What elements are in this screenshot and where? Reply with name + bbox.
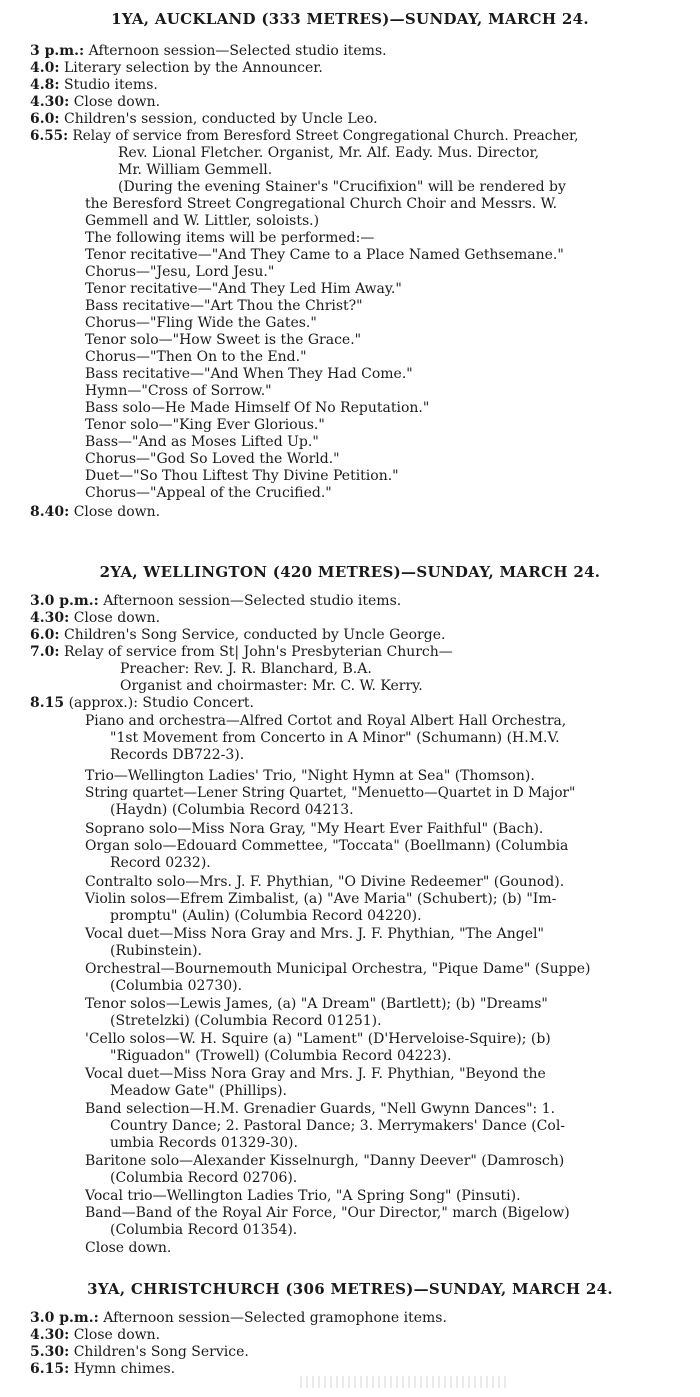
schedule-entry: 3.0 p.m.: Afternoon session—Selected gramophone items. [30,1310,447,1326]
programme-item: Tenor solo—"How Sweet is the Grace." [85,332,362,348]
programme-item: Hymn—"Cross of Sorrow." [85,383,272,399]
concert-item: Band selection—H.M. Grenadier Guards, "Nell Gwynn Dances": 1. [85,1101,556,1117]
concert-item: Orchestral—Bournemouth Municipal Orchestra, "Pique Dame" (Suppe) [85,961,591,977]
schedule-entry: 4.30: Close down. [30,1327,161,1343]
concert-item: Baritone solo—Alexander Kisselnurgh, "Danny Deever" (Damrosch) [85,1153,565,1169]
concert-item-continuation: (Columbia Record 01354). [110,1222,298,1238]
concert-item: Soprano solo—Miss Nora Gray, "My Heart Ever Faithful" (Bach). [85,821,544,837]
concert-item: Vocal duet—Miss Nora Gray and Mrs. J. F. Phythian, "The Angel" [85,926,544,942]
section-heading-1ya: 1YA, AUCKLAND (333 METRES)—SUNDAY, MARCH 24. [111,10,589,28]
concert-item-continuation: (Stretelzki) (Columbia Record 01251). [110,1013,382,1029]
concert-item-continuation: Records DB722-3). [110,747,245,763]
concert-item: Trio—Wellington Ladies' Trio, "Night Hymn at Sea" (Thomson). [85,768,535,784]
schedule-entry: 4.30: Close down. [30,610,161,626]
concert-item: String quartet—Lener String Quartet, "Menuetto—Quartet in D Major" [85,785,576,801]
section-heading-2ya: 2YA, WELLINGTON (420 METRES)—SUNDAY, MARCH 24. [99,563,601,581]
concert-item-continuation: (Columbia Record 02706). [110,1170,298,1186]
concert-item-continuation: Record 0232). [110,855,211,871]
schedule-entry: 8.40: Close down. [30,504,161,520]
programme-item: Bass solo—He Made Himself Of No Reputation." [85,400,430,416]
concert-item: Tenor solos—Lewis James, (a) "A Dream" (Bartlett); (b) "Dreams" [85,996,548,1012]
concert-item: Contralto solo—Mrs. J. F. Phythian, "O Divine Redeemer" (Gounod). [85,874,565,890]
programme-item: Chorus—"God So Loved the World." [85,451,340,467]
concert-item-continuation: promptu" (Aulin) (Columbia Record 04220). [110,908,422,924]
programme-item: Bass recitative—"And When They Had Come." [85,366,413,382]
concert-close: Close down. [85,1240,172,1256]
schedule-entry: 8.15 (approx.): Studio Concert. [30,695,254,711]
schedule-entry: 3.0 p.m.: Afternoon session—Selected studio items. [30,593,402,609]
programme-item: Chorus—"Appeal of the Crucified." [85,485,332,501]
concert-item-continuation: "Riguadon" (Trowell) (Columbia Record 04223). [110,1048,452,1064]
schedule-entry: 6.0: Children's Song Service, conducted by Uncle George. [30,627,446,643]
programme-item: Chorus—"Fling Wide the Gates." [85,315,317,331]
entry-continuation: Preacher: Rev. J. R. Blanchard, B.A. [120,661,372,677]
entry-continuation: Organist and choirmaster: Mr. C. W. Kerry. [120,678,423,694]
concert-item: Vocal duet—Miss Nora Gray and Mrs. J. F. Phythian, "Beyond the [85,1066,546,1082]
schedule-entry: 6.55: Relay of service from Beresford Street Congregational Church. Preacher, [30,128,579,144]
schedule-entry: 7.0: Relay of service from St| John's Presbyterian Church— [30,644,453,660]
programme-item: Chorus—"Then On to the End." [85,349,307,365]
programme-item: Bass—"And as Moses Lifted Up." [85,434,319,450]
schedule-entry: 6.0: Children's session, conducted by Uncle Leo. [30,111,378,127]
schedule-entry: 3 p.m.: Afternoon session—Selected studio items. [30,43,387,59]
entry-continuation: Gemmell and W. Littler, soloists.) [85,213,320,229]
programme-item: Bass recitative—"Art Thou the Christ?" [85,298,363,314]
concert-item-continuation: (Columbia 02730). [110,978,243,994]
concert-item-continuation: (Rubinstein). [110,943,202,959]
concert-item-continuation: "1st Movement from Concerto in A Minor" (Schumann) (H.M.V. [110,730,560,746]
schedule-entry: 4.8: Studio items. [30,77,158,93]
concert-item: Piano and orchestra—Alfred Cortot and Royal Albert Hall Orchestra, [85,713,567,729]
entry-continuation: (During the evening Stainer's "Crucifixion" will be rendered by [118,179,566,195]
entry-continuation: Rev. Lional Fletcher. Organist, Mr. Alf. Eady. Mus. Director, [118,145,540,161]
concert-item-continuation: umbia Records 01329-30). [110,1135,298,1151]
programme-item: Duet—"So Thou Liftest Thy Divine Petition." [85,468,399,484]
schedule-entry: 6.15: Hymn chimes. [30,1361,176,1377]
concert-item: Vocal trio—Wellington Ladies Trio, "A Spring Song" (Pinsuti). [85,1188,521,1204]
programme-item: Tenor recitative—"And They Came to a Place Named Gethsemane." [85,247,564,263]
concert-item: Violin solos—Efrem Zimbalist, (a) "Ave Maria" (Schubert); (b) "Im- [85,891,557,907]
programme-item: Chorus—"Jesu, Lord Jesu." [85,264,275,280]
entry-continuation: the Beresford Street Congregational Church Choir and Messrs. W. [85,196,558,212]
programme-intro: The following items will be performed:— [85,230,375,246]
section-heading-3ya: 3YA, CHRISTCHURCH (306 METRES)—SUNDAY, MARCH 24. [87,1280,613,1298]
entry-continuation: Mr. William Gemmell. [118,162,273,178]
schedule-entry: 4.0: Literary selection by the Announcer. [30,60,323,76]
print-smudge [300,1376,510,1388]
programme-item: Tenor recitative—"And They Led Him Away." [85,281,402,297]
concert-item-continuation: Country Dance; 2. Pastoral Dance; 3. Merrymakers' Dance (Col- [110,1118,566,1134]
concert-item-continuation: (Haydn) (Columbia Record 04213. [110,802,354,818]
concert-item-continuation: Meadow Gate" (Phillips). [110,1083,287,1099]
schedule-entry: 4.30: Close down. [30,94,161,110]
programme-item: Tenor solo—"King Ever Glorious." [85,417,325,433]
concert-item: Band—Band of the Royal Air Force, "Our Director," march (Bigelow) [85,1205,570,1221]
concert-item: Organ solo—Edouard Commettee, "Toccata" (Boellmann) (Columbia [85,838,569,854]
schedule-entry: 5.30: Children's Song Service. [30,1344,249,1360]
concert-item: 'Cello solos—W. H. Squire (a) "Lament" (D'Herveloise-Squire); (b) [85,1031,551,1047]
